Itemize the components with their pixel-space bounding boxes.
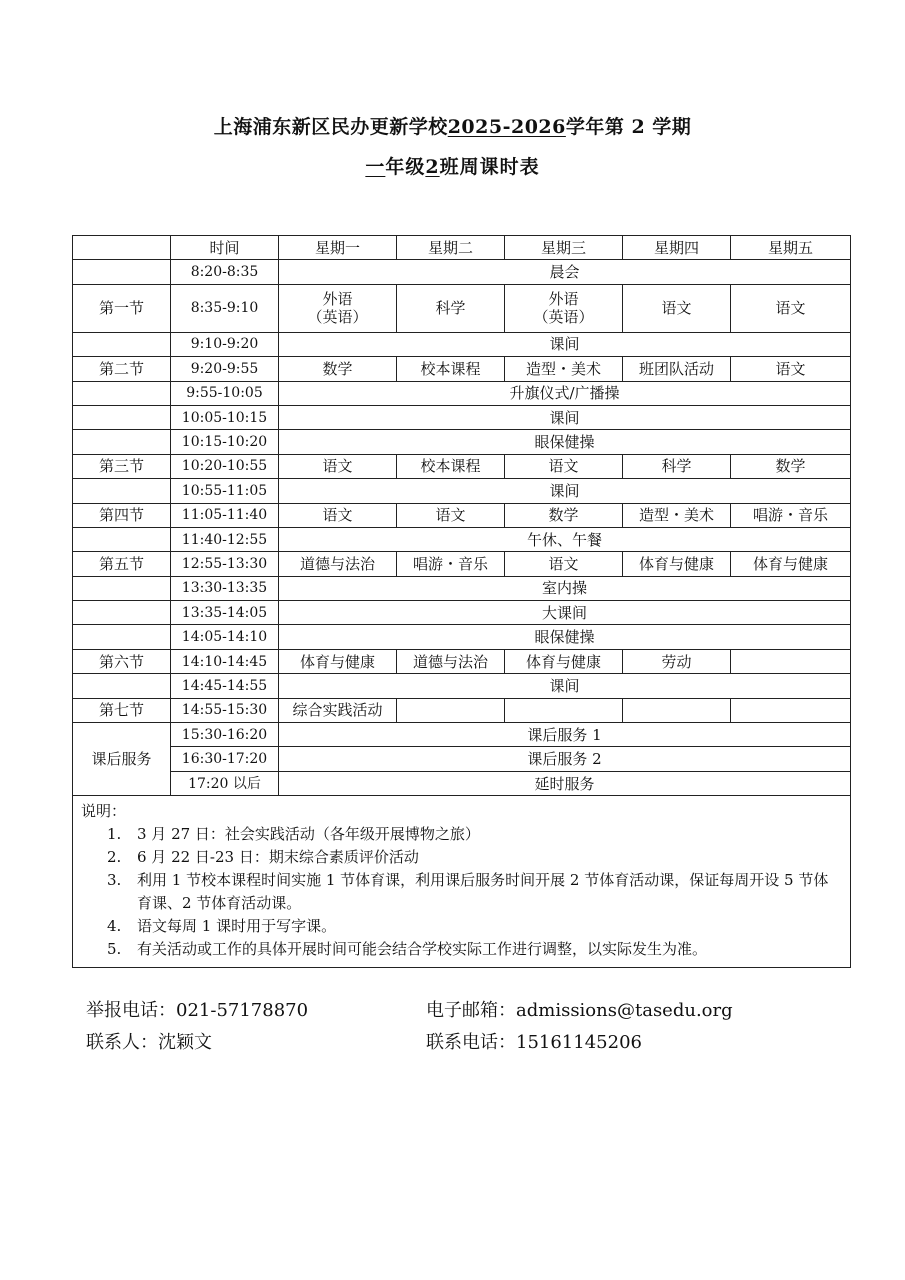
span-activity: 室内操	[279, 576, 851, 600]
list-item-text: 6 月 22 日-23 日：期末综合素质评价活动	[137, 848, 419, 867]
class-cell-mon: 语文	[279, 503, 397, 527]
class-cell-tue: 道德与法治	[397, 649, 505, 673]
span-activity: 晨会	[279, 260, 851, 284]
time-cell: 14:10-14:45	[171, 649, 279, 673]
table-row	[73, 674, 851, 698]
period-label	[73, 527, 171, 551]
table-row	[73, 260, 851, 284]
class-cell-wed: 数学	[505, 503, 623, 527]
title-term: 学年第 2 学期	[565, 116, 692, 138]
span-activity: 课间	[279, 674, 851, 698]
header-cell-tue: 星期二	[397, 236, 505, 260]
time-cell: 16:30-17:20	[171, 747, 279, 771]
time-cell: 14:55-15:30	[171, 698, 279, 722]
time-cell: 9:55-10:05	[171, 381, 279, 405]
time-cell: 12:55-13:30	[171, 552, 279, 576]
time-cell: 10:55-11:05	[171, 479, 279, 503]
list-item-text: 有关活动或工作的具体开展时间可能会结合学校实际工作进行调整，以实际发生为准。	[137, 940, 708, 959]
subtitle-grade-suffix: 年级	[385, 156, 426, 178]
time-cell: 13:30-13:35	[171, 576, 279, 600]
class-cell-tue	[397, 698, 505, 722]
table-row	[73, 747, 851, 771]
list-item	[81, 869, 842, 915]
list-item-number: 3.	[107, 871, 122, 890]
list-item	[81, 823, 842, 846]
subtitle-suffix: 班周课时表	[439, 156, 540, 178]
time-cell: 11:05-11:40	[171, 503, 279, 527]
class-cell-fri	[731, 649, 851, 673]
period-label: 第三节	[73, 454, 171, 478]
class-cell-thu: 体育与健康	[623, 552, 731, 576]
period-label: 第五节	[73, 552, 171, 576]
table-row	[73, 601, 851, 625]
class-cell-fri: 唱游・音乐	[731, 503, 851, 527]
span-activity: 课间	[279, 405, 851, 429]
table-row	[73, 698, 851, 722]
header-row	[73, 236, 851, 260]
list-item-number: 1.	[107, 825, 122, 844]
period-label	[73, 576, 171, 600]
header-cell-thu: 星期四	[623, 236, 731, 260]
table-row	[73, 625, 851, 649]
time-cell: 9:10-9:20	[171, 332, 279, 356]
class-cell-fri: 体育与健康	[731, 552, 851, 576]
class-name: 外语	[322, 290, 353, 309]
notes-row	[73, 796, 851, 968]
class-cell-tue: 科学	[397, 284, 505, 332]
header-cell-fri: 星期五	[731, 236, 851, 260]
span-activity: 大课间	[279, 601, 851, 625]
table-row	[73, 405, 851, 429]
contact-person: 联系人：沈颖文	[86, 1032, 212, 1053]
list-item-number: 4.	[107, 917, 122, 936]
class-cell-tue: 语文	[397, 503, 505, 527]
header-cell-wed: 星期三	[505, 236, 623, 260]
report-hotline: 举报电话：021-57178870	[86, 1000, 309, 1021]
time-cell: 17:20 以后	[171, 771, 279, 795]
span-activity: 课间	[279, 332, 851, 356]
class-cell-wed: 语文	[505, 552, 623, 576]
title-school: 上海浦东新区民办更新学校	[213, 116, 448, 138]
span-activity: 课间	[279, 479, 851, 503]
subtitle-grade: 一	[365, 156, 386, 178]
list-item	[81, 846, 842, 869]
class-cell-fri: 语文	[731, 357, 851, 381]
time-cell: 11:40-12:55	[171, 527, 279, 551]
table-row	[73, 479, 851, 503]
notes-heading: 说明：	[81, 802, 127, 821]
class-cell-wed	[505, 698, 623, 722]
class-name: 外语	[548, 290, 579, 309]
class-cell-wed: 语文	[505, 454, 623, 478]
time-cell: 14:05-14:10	[171, 625, 279, 649]
period-label	[73, 674, 171, 698]
document-title	[0, 112, 905, 139]
period-label: 第六节	[73, 649, 171, 673]
time-cell: 8:35-9:10	[171, 284, 279, 332]
table-row	[73, 332, 851, 356]
class-cell-wed	[505, 284, 623, 332]
subtitle-class: 2	[425, 156, 440, 178]
span-activity: 课后服务 2	[279, 747, 851, 771]
period-label: 第四节	[73, 503, 171, 527]
class-cell-thu: 劳动	[623, 649, 731, 673]
table-row	[73, 649, 851, 673]
class-cell-thu: 语文	[623, 284, 731, 332]
class-cell-mon: 语文	[279, 454, 397, 478]
table-row	[73, 503, 851, 527]
list-item-text: 语文每周 1 课时用于写字课。	[137, 917, 337, 936]
table-row	[73, 357, 851, 381]
class-cell-tue: 校本课程	[397, 454, 505, 478]
span-activity: 延时服务	[279, 771, 851, 795]
notes-cell	[73, 796, 851, 968]
title-year: 2025-2026	[447, 116, 566, 138]
period-label	[73, 430, 171, 454]
table-row	[73, 552, 851, 576]
class-cell-wed: 体育与健康	[505, 649, 623, 673]
after-school-label: 课后服务	[73, 723, 171, 796]
class-cell-mon: 道德与法治	[279, 552, 397, 576]
header-cell-mon: 星期一	[279, 236, 397, 260]
contact-phone[interactable]: 联系电话：15161145206	[426, 1032, 642, 1053]
document-subtitle	[0, 152, 905, 179]
table-row	[73, 381, 851, 405]
class-cell-thu: 科学	[623, 454, 731, 478]
time-cell: 10:20-10:55	[171, 454, 279, 478]
class-name-note: （英语）	[533, 308, 594, 327]
class-cell-mon	[279, 284, 397, 332]
list-item-text: 3 月 27 日：社会实践活动（各年级开展博物之旅）	[137, 825, 480, 844]
class-cell-thu: 造型・美术	[623, 503, 731, 527]
class-cell-fri: 数学	[731, 454, 851, 478]
class-cell-mon: 数学	[279, 357, 397, 381]
class-cell-fri	[731, 698, 851, 722]
period-label: 第七节	[73, 698, 171, 722]
span-activity: 午休、午餐	[279, 527, 851, 551]
class-cell-tue: 唱游・音乐	[397, 552, 505, 576]
time-cell: 15:30-16:20	[171, 723, 279, 747]
table-row	[73, 723, 851, 747]
list-item	[81, 938, 842, 961]
period-label	[73, 332, 171, 356]
time-cell: 9:20-9:55	[171, 357, 279, 381]
period-label	[73, 405, 171, 429]
list-item-text: 利用 1 节校本课程时间实施 1 节体育课，利用课后服务时间开展 2 节体育活动课，保证每周开设 5 节体育课、2 节体育活动课。	[137, 871, 829, 913]
time-cell: 10:05-10:15	[171, 405, 279, 429]
class-cell-thu	[623, 698, 731, 722]
contact-email[interactable]: 电子邮箱：admissions@tasedu.org	[426, 1000, 733, 1021]
table-row	[73, 576, 851, 600]
period-label	[73, 381, 171, 405]
table-row	[73, 771, 851, 795]
span-activity: 课后服务 1	[279, 723, 851, 747]
span-activity: 眼保健操	[279, 430, 851, 454]
table-row	[73, 527, 851, 551]
header-cell-time: 时间	[171, 236, 279, 260]
notes-list	[81, 823, 842, 961]
period-label	[73, 260, 171, 284]
span-activity: 升旗仪式/广播操	[279, 381, 851, 405]
time-cell: 8:20-8:35	[171, 260, 279, 284]
table-row	[73, 454, 851, 478]
span-activity: 眼保健操	[279, 625, 851, 649]
period-label	[73, 625, 171, 649]
header-cell-blank	[73, 236, 171, 260]
schedule-table	[72, 235, 851, 968]
time-cell: 13:35-14:05	[171, 601, 279, 625]
list-item	[81, 915, 842, 938]
class-cell-thu: 班团队活动	[623, 357, 731, 381]
class-name-note: （英语）	[307, 308, 368, 327]
period-label: 第二节	[73, 357, 171, 381]
period-label: 第一节	[73, 284, 171, 332]
period-label	[73, 601, 171, 625]
class-cell-mon: 体育与健康	[279, 649, 397, 673]
class-cell-mon: 综合实践活动	[279, 698, 397, 722]
class-cell-wed: 造型・美术	[505, 357, 623, 381]
time-cell: 14:45-14:55	[171, 674, 279, 698]
table-row	[73, 284, 851, 332]
table-row	[73, 430, 851, 454]
list-item-number: 2.	[107, 848, 122, 867]
period-label	[73, 479, 171, 503]
time-cell: 10:15-10:20	[171, 430, 279, 454]
class-cell-fri: 语文	[731, 284, 851, 332]
list-item-number: 5.	[107, 940, 122, 959]
class-cell-tue: 校本课程	[397, 357, 505, 381]
